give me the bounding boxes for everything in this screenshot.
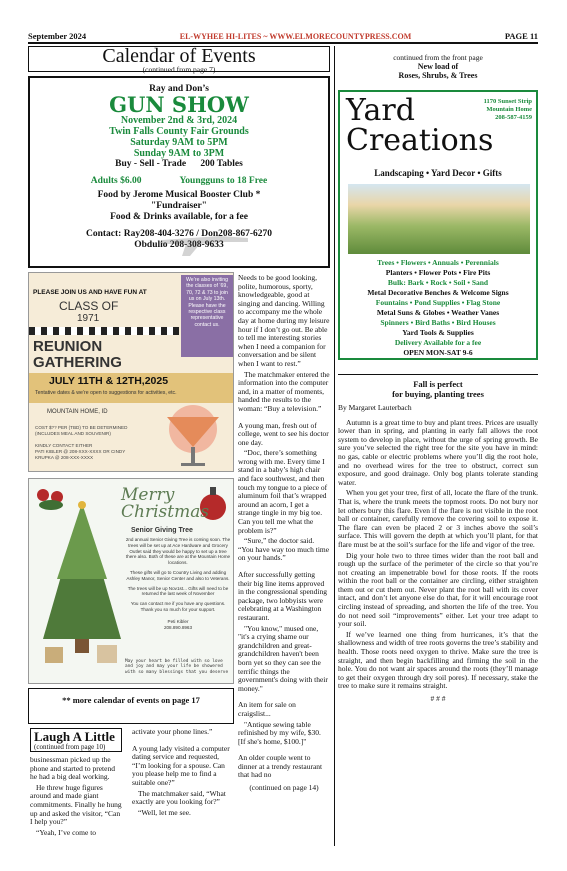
- header-publication[interactable]: EL-WYHEE HI-LITES ~ WWW.ELMORECOUNTYPRESS.COM: [179, 31, 412, 41]
- gun-show-presenters: Ray and Don’s: [149, 84, 209, 94]
- laugh-column-2: [132, 728, 232, 819]
- yard-line-10: OPEN MON-SAT 9-6: [403, 348, 473, 357]
- laugh-col3-p8: An item for sale on craigslist...: [238, 700, 296, 718]
- calendar-title: Calendar of Events: [102, 45, 256, 67]
- laugh-a-little-heading: [30, 728, 122, 752]
- header-page-number: PAGE 11: [504, 31, 538, 41]
- christmas-heading: Merry Christmas: [121, 485, 210, 522]
- gun-show-buy-sell: Buy - Sell - Trade 200 Tables: [115, 159, 243, 169]
- laugh-col1-p2: He threw huge figures around and made giant commitments. Finally he hung up and asked the visitor, “Can I help you?”: [30, 782, 122, 827]
- yard-address: 1170 Sunset Strip: [483, 98, 532, 105]
- reunion-join-text: PLEASE JOIN US AND HAVE FUN AT: [33, 289, 147, 296]
- laugh-col3-p6: After successfully getting their big line items approved in the congressional spending package, two lobbyists were celebrating at a Washington restaurant.: [238, 570, 327, 622]
- laugh-col3-p9: "Antique sewing table refinished by my wife, $30. [If she's home, $100.]": [238, 719, 321, 746]
- christmas-signer: Peti Kibler: [167, 618, 189, 624]
- yard-name-line1: Yard: [346, 93, 415, 128]
- fall-title-line1: Fall is perfect: [413, 379, 463, 389]
- yard-tagline: Landscaping • Yard Decor • Gifts: [374, 168, 502, 178]
- yard-products-list: [340, 258, 536, 358]
- gun-show-venue: Twin Falls County Fair Grounds: [109, 126, 249, 137]
- christmas-subtitle: Senior Giving Tree: [131, 527, 193, 534]
- laugh-col1-p1: businessman picked up the phone and started to pretend he had a big deal working.: [30, 755, 115, 782]
- laugh-col3-p1: Needs to be good looking, polite, humorous, sporty, knowledgeable, good at singing and dancing. Willing to accompany me the whole day at home during my leisure hour if I don’t go out. Be able to tell me interesting stories when I need a companion for conversation and be silent when I want to rest.”: [238, 273, 330, 368]
- calendar-title-box: [28, 46, 330, 72]
- laugh-col1-p3: “Yeah, I’ve come to: [36, 827, 97, 837]
- holly-ornament-icon: [31, 483, 71, 513]
- christmas-phone: 208.890.8963: [163, 624, 193, 630]
- yard-line-4: Metal Decorative Benches & Welcome Signs: [367, 288, 509, 297]
- yard-line-6: Metal Suns & Globes • Weather Vanes: [376, 308, 500, 317]
- fall-paragraph-3: Dig your hole two to three times wider than the root ball and rough up the surface of the perimeter of the circle so that you’re not creating an impenetrable bowl for those roots. If the roots within the root ball or the container are circling, either straighten them out or cut them out. Never plant the root ball with its cover intact, and don’t let anyone else do that, for it will encourage root circling instead of spreading, and shorten the life of the tree. You do not need soil “improvements” either. Let your tree adapt to your soil.: [338, 550, 538, 629]
- fall-end-mark: # # #: [430, 694, 446, 703]
- christmas-tree-icon: [37, 499, 127, 669]
- fall-byline: By Margaret Lauterbach: [338, 403, 412, 412]
- reunion-invite-text: We’re also inviting the classes of ‘69, 70, 72 & 73 to join us on July 13th. Please have the respective class representative contact us.: [181, 275, 233, 357]
- laugh-col2-p4: “Well, let me see.: [138, 807, 191, 817]
- nursery-update-line2: New load of: [417, 62, 459, 71]
- cocktail-glass-icon: [153, 403, 233, 471]
- fall-article-body: [338, 404, 538, 706]
- yard-line-5: Fountains • Pond Supplies • Flag Stone: [375, 298, 501, 307]
- yard-line-3: Bulk: Bark • Rock • Soil • Sand: [387, 278, 489, 287]
- fall-paragraph-1: Autumn is a great time to buy and plant trees. Prices are usually lower than in spring, and planting in early fall allows the root system to develop in place, without the urge of spring growth. Be sure you’ve selected the right tree for the site you have in mind: no gas, cable or electric problems where you’ll dig the root hole, and no overhead wires for the tree to obstruct, correct sun exposure, and good drainage. Only bog plants tolerate standing water.: [338, 417, 538, 487]
- laugh-column-3: [238, 274, 330, 795]
- fall-article-title: [338, 374, 538, 399]
- reunion-title-line2: GATHERING: [33, 354, 122, 371]
- fall-paragraph-2: When you get your tree, first of all, locate the flare of the trunk. That is, where the trunk meets the topmost roots. Do not bury nor let others bury this flare. Even if the flare is not visible in the root ball or container, carefully remove the covering soil to expose it. The flare can even be placed 2 or 3 inches above the soil’s surface. This will govern the depth at which you’ll plant, for that flare must be at the soil’s surface for the life and vigor of the tree.: [338, 488, 538, 549]
- christmas-giving-tree-ad: [28, 478, 234, 684]
- laugh-col2-p1: activate your phone lines.”: [132, 727, 213, 736]
- yard-name-line2: Creations: [346, 123, 494, 158]
- column-divider: [334, 46, 335, 846]
- yard-phone: 208-587-4159: [495, 114, 532, 121]
- christmas-body4: You can contact me if you have any questions. Thank you so much for your support.: [130, 601, 226, 612]
- fall-title-line2: for buying, planting trees: [392, 389, 484, 399]
- nursery-update-line1: continued from the front page: [393, 53, 483, 62]
- yard-creations-ad: [338, 90, 538, 360]
- laugh-col3-p5: “Sure,” the doctor said. “You have way too much time on your hands.”: [238, 536, 330, 563]
- laugh-title: Laugh A Little: [34, 729, 115, 744]
- class-reunion-ad: [28, 272, 234, 472]
- gun-show-saturday: Saturday 9AM to 5PM: [130, 137, 228, 148]
- yard-line-8: Yard Tools & Supplies: [402, 328, 474, 337]
- reunion-title-line1: REUNION: [33, 338, 103, 355]
- gun-show-contact-line1: Contact: Ray208-404-3276 / Don208-867-6270: [85, 229, 273, 239]
- christmas-body1: 2nd annual Senior Giving Tree is coming soon. The trees will be set up at Ace Hardware and Grocery Outlet said they would be happy to set up a tree there also. Both of these are at the Mountain Home locations.: [125, 537, 231, 566]
- christmas-wish: May your heart be filled with so love and joy and may your life be showered with so many blessings that you deserve: [125, 659, 229, 675]
- gun-show-contact-line2: Obdulio 208-308-9633: [134, 240, 224, 250]
- yard-creations-logo: [346, 93, 494, 158]
- garden-photo: [348, 184, 530, 254]
- christmas-body3: The trees will be up Nov1st... Gifts will need to be returned the last week of November: [127, 585, 229, 597]
- reunion-included: (INCLUDES MEAL AND SOUVENIR): [35, 431, 111, 436]
- more-calendar-note: [28, 688, 234, 724]
- yard-line-1: Trees • Flowers • Annuals • Perennials: [377, 258, 499, 267]
- yard-city: Mountain Home: [486, 106, 532, 113]
- gun-show-youth-price: Youngguns to 18 Free: [179, 176, 268, 186]
- christmas-body2: These gifts will go to Country Living and adding Ashley Manor, Senior Center and also to Veterans.: [126, 569, 230, 581]
- laugh-col3-p2: The matchmaker entered the information into the computer and, in a matter of moments, handed the results to the woman: “Buy a television.”: [238, 369, 330, 413]
- reunion-cost: COST $?? PER (TBD) TO BE DETERMINED: [35, 425, 128, 430]
- reunion-class-year: 1971: [77, 313, 100, 324]
- laugh-col3-p7: "You know," mused one, "it's a crying shame our grandchildren and great-grandchildren haven't been born yet so they can see the terrific things the government's doing with their money.": [238, 623, 328, 693]
- laugh-col3-p3: A young man, fresh out of college, went to see his doctor one day.: [238, 420, 329, 447]
- yard-address-block: [484, 98, 532, 122]
- laugh-col3-p10: An older couple went to dinner at a trendy restaurant that had no: [238, 753, 323, 780]
- gun-show-adult-price: Adults $6.00: [90, 176, 142, 186]
- header-date: September 2024: [28, 31, 87, 41]
- fall-paragraph-4: If we’ve learned one thing from hurricanes, it’s that the shallowness and width of tree roots governs the tree’s stability and health. Those roots need oxygen to thrive. Make sure the tree is straight, and then begin backfilling and firming the soil in the hole. You do not want air spaces around the roots (they’ll manage to get their oxygen through dry soil pores). If necessary, stake the tree to make sure it remains straight.: [338, 629, 538, 691]
- laugh-col3-p4: “Doc, there’s something wrong with me. Every time I stand in a baby’s high chair and face southwest, and then touch my tongue to a piece of aluminum foil that’s wrapped around an acorn, I get a strange tingle in my big toe. Can you tell me what the problem is?”: [238, 448, 328, 535]
- laugh-col2-p2: A young lady visited a computer dating service and requested, “I’m looking for a spouse. Can you please help me to find a suitable one?”: [132, 743, 230, 787]
- gun-show-title: GUN SHOW: [109, 92, 249, 117]
- gun-show-ad: [28, 76, 330, 268]
- yard-line-2: Planters • Flower Pots • Fire Pits: [385, 268, 491, 277]
- reunion-dates: JULY 11TH & 12TH,2025: [49, 375, 169, 387]
- reunion-tentative: Tentative dates & we’re open to suggestions for activities, etc.: [35, 390, 177, 396]
- calendar-subtitle: (continued from page 7): [142, 65, 216, 74]
- laugh-continued: (continued on page 14): [249, 783, 319, 793]
- laugh-column-1: [30, 756, 122, 839]
- laugh-col2-p3: The matchmaker said, “What exactly are you looking for?”: [132, 788, 226, 807]
- gun-show-food-line1: Food by Jerome Musical Booster Club *: [97, 190, 261, 200]
- reunion-class-label: CLASS OF: [59, 299, 119, 313]
- laugh-subtitle: (continued from page 10): [34, 743, 106, 751]
- nursery-update: [338, 53, 538, 87]
- reunion-contact-names: PATI KIBLER @ 208-XXX-XXXX OR CINDY KRUPKA @ 208-XXX-XXXX: [35, 449, 126, 460]
- page-header: [28, 30, 538, 44]
- gun-show-dates: November 2nd & 3rd, 2024: [120, 115, 238, 126]
- gun-show-food-line2: "Fundraiser": [151, 201, 207, 211]
- gun-show-sunday: Sunday 9AM to 3PM: [133, 148, 225, 159]
- reunion-contact: KINDLY CONTACT EITHER: [35, 443, 93, 448]
- more-calendar-text: ** more calendar of events on page 17: [62, 695, 200, 705]
- yard-line-9: Delivery Available for a fee: [394, 338, 482, 347]
- reunion-location: MOUNTAIN HOME, ID: [47, 409, 108, 415]
- yard-line-7: Spinners • Bird Baths • Bird Houses: [380, 318, 496, 327]
- reunion-checker-strip: [29, 327, 179, 335]
- nursery-update-line3: Roses, Shrubs, & Trees: [398, 71, 478, 80]
- rifle-icon: [160, 228, 250, 258]
- gun-show-food-line3: Food & Drinks available, for a fee: [110, 212, 248, 222]
